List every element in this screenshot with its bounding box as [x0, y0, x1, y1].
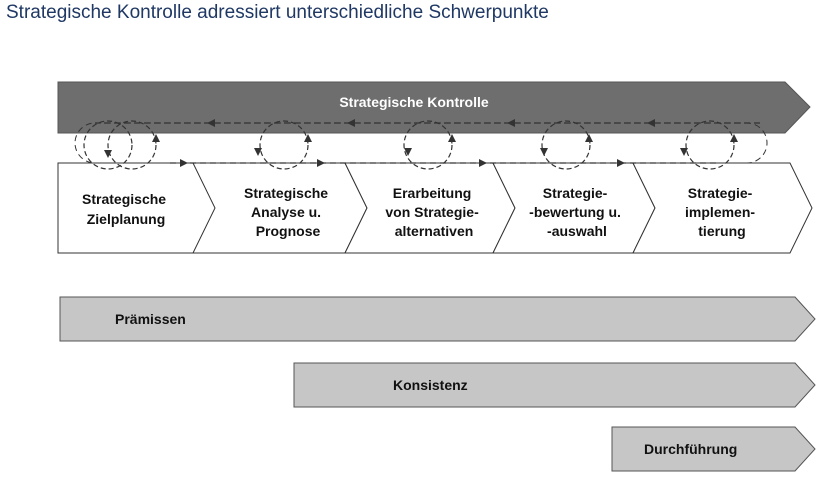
page-title: Strategische Kontrolle adressiert unterschiedliche Schwerpunkte — [6, 2, 549, 23]
phase-5-line-3: tierung — [698, 223, 746, 239]
phase-4-line-1: Strategie- — [542, 185, 608, 201]
phase-5-line-1: Strategie- — [687, 185, 753, 201]
phase-2-line-1: Strategische — [244, 185, 329, 201]
phase-4-line-2: -bewertung u. — [529, 204, 621, 220]
phase-chevron-1 — [58, 163, 220, 253]
phase-4-line-3: -auswahl — [547, 223, 607, 239]
phase-3-line-3: alternativen — [394, 223, 474, 239]
control-bar-label: Strategische Kontrolle — [339, 94, 489, 110]
phase-1-line-2: Zielplanung — [86, 211, 166, 227]
phase-3-line-1: Erarbeitung — [392, 185, 472, 201]
phase-2-line-3: Prognose — [255, 223, 321, 239]
phase-label-3 — [385, 185, 482, 239]
phase-3-line-2: von Strategie- — [385, 204, 479, 220]
phase-label-2 — [244, 185, 332, 239]
phase-1-line-1: Strategische — [82, 191, 167, 207]
phase-5-line-2: implemen- — [685, 204, 756, 220]
bar-konsistenz-label: Konsistenz — [393, 377, 468, 393]
bar-praemissen-label: Prämissen — [115, 311, 186, 327]
bar-durchfuehrung-label: Durchführung — [644, 441, 738, 457]
bar-konsistenz — [294, 363, 815, 407]
phase-2-line-2: Analyse u. — [251, 204, 322, 220]
